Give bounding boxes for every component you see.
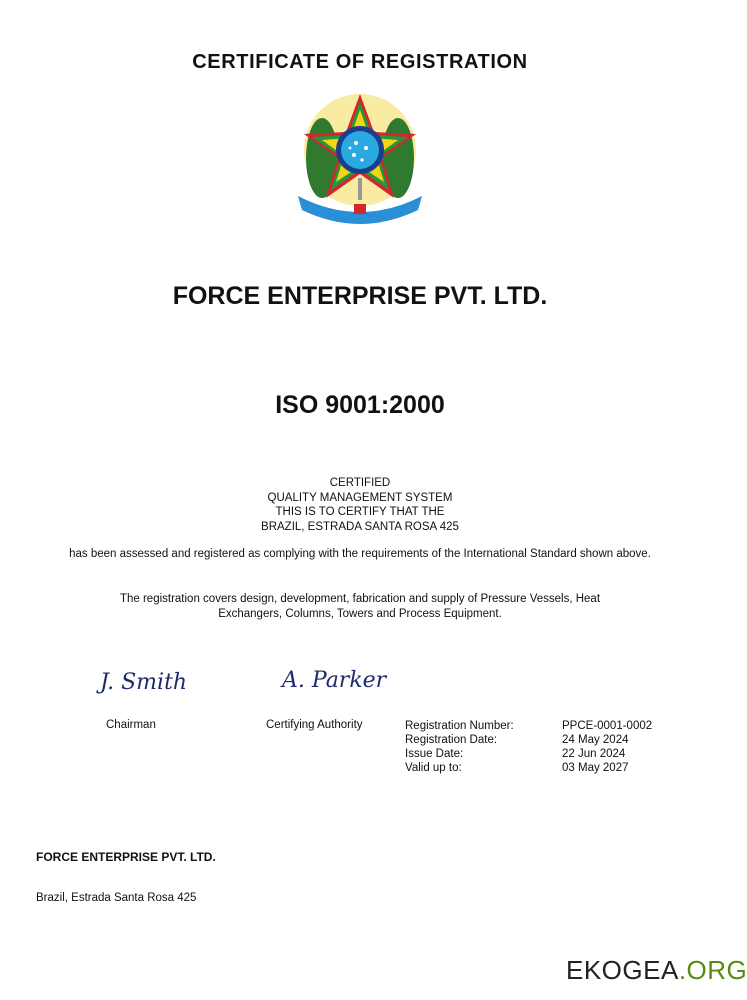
chairman-signature: J. Smith bbox=[100, 670, 188, 695]
scope-line: Exchangers, Columns, Towers and Process Equipment. bbox=[218, 607, 502, 620]
cert-line: QUALITY MANAGEMENT SYSTEM bbox=[267, 491, 453, 504]
iso-standard: ISO 9001:2000 bbox=[275, 391, 445, 419]
certificate-title: CERTIFICATE OF REGISTRATION bbox=[192, 51, 528, 73]
scope-statement bbox=[100, 592, 620, 621]
chairman-label: Chairman bbox=[106, 719, 156, 731]
cert-line: THIS IS TO CERTIFY THAT THE bbox=[275, 506, 445, 518]
issue-date-value: 22 Jun 2024 bbox=[562, 748, 626, 760]
ekogea-watermark-logo bbox=[566, 955, 747, 986]
sky-circle bbox=[341, 131, 379, 169]
footer-company-name: FORCE ENTERPRISE PVT. LTD. bbox=[36, 850, 216, 864]
scope-line: The registration covers design, development, fabrication and supply of Pressure Vessels, Heat bbox=[119, 593, 601, 605]
registration-values bbox=[562, 719, 652, 775]
authority-signature: A. Parker bbox=[282, 668, 387, 693]
brazil-coat-of-arms-seal bbox=[292, 88, 428, 228]
brand-tld: .ORG bbox=[678, 955, 747, 985]
assessment-statement: has been assessed and registered as complying with the requirements of the International Standard shown above. bbox=[69, 548, 651, 560]
registration-date-label: Registration Date: bbox=[405, 734, 498, 746]
registration-date-value: 24 May 2024 bbox=[562, 734, 629, 746]
brand-name: EKOGEA bbox=[566, 955, 679, 985]
cert-line: BRAZIL, ESTRADA SANTA ROSA 425 bbox=[261, 520, 459, 533]
valid-until-label: Valid up to: bbox=[405, 762, 462, 774]
registration-number-value: PPCE-0001-0002 bbox=[562, 720, 653, 732]
certification-statement bbox=[0, 476, 720, 534]
cert-line: CERTIFIED bbox=[329, 477, 391, 489]
certifying-authority-label: Certifying Authority bbox=[266, 719, 363, 731]
issue-date-label: Issue Date: bbox=[405, 748, 464, 760]
valid-until-value: 03 May 2027 bbox=[562, 762, 629, 774]
company-name: FORCE ENTERPRISE PVT. LTD. bbox=[172, 282, 548, 310]
registration-number-label: Registration Number: bbox=[405, 720, 514, 732]
registration-labels bbox=[405, 719, 514, 775]
footer-address: Brazil, Estrada Santa Rosa 425 bbox=[36, 892, 197, 904]
